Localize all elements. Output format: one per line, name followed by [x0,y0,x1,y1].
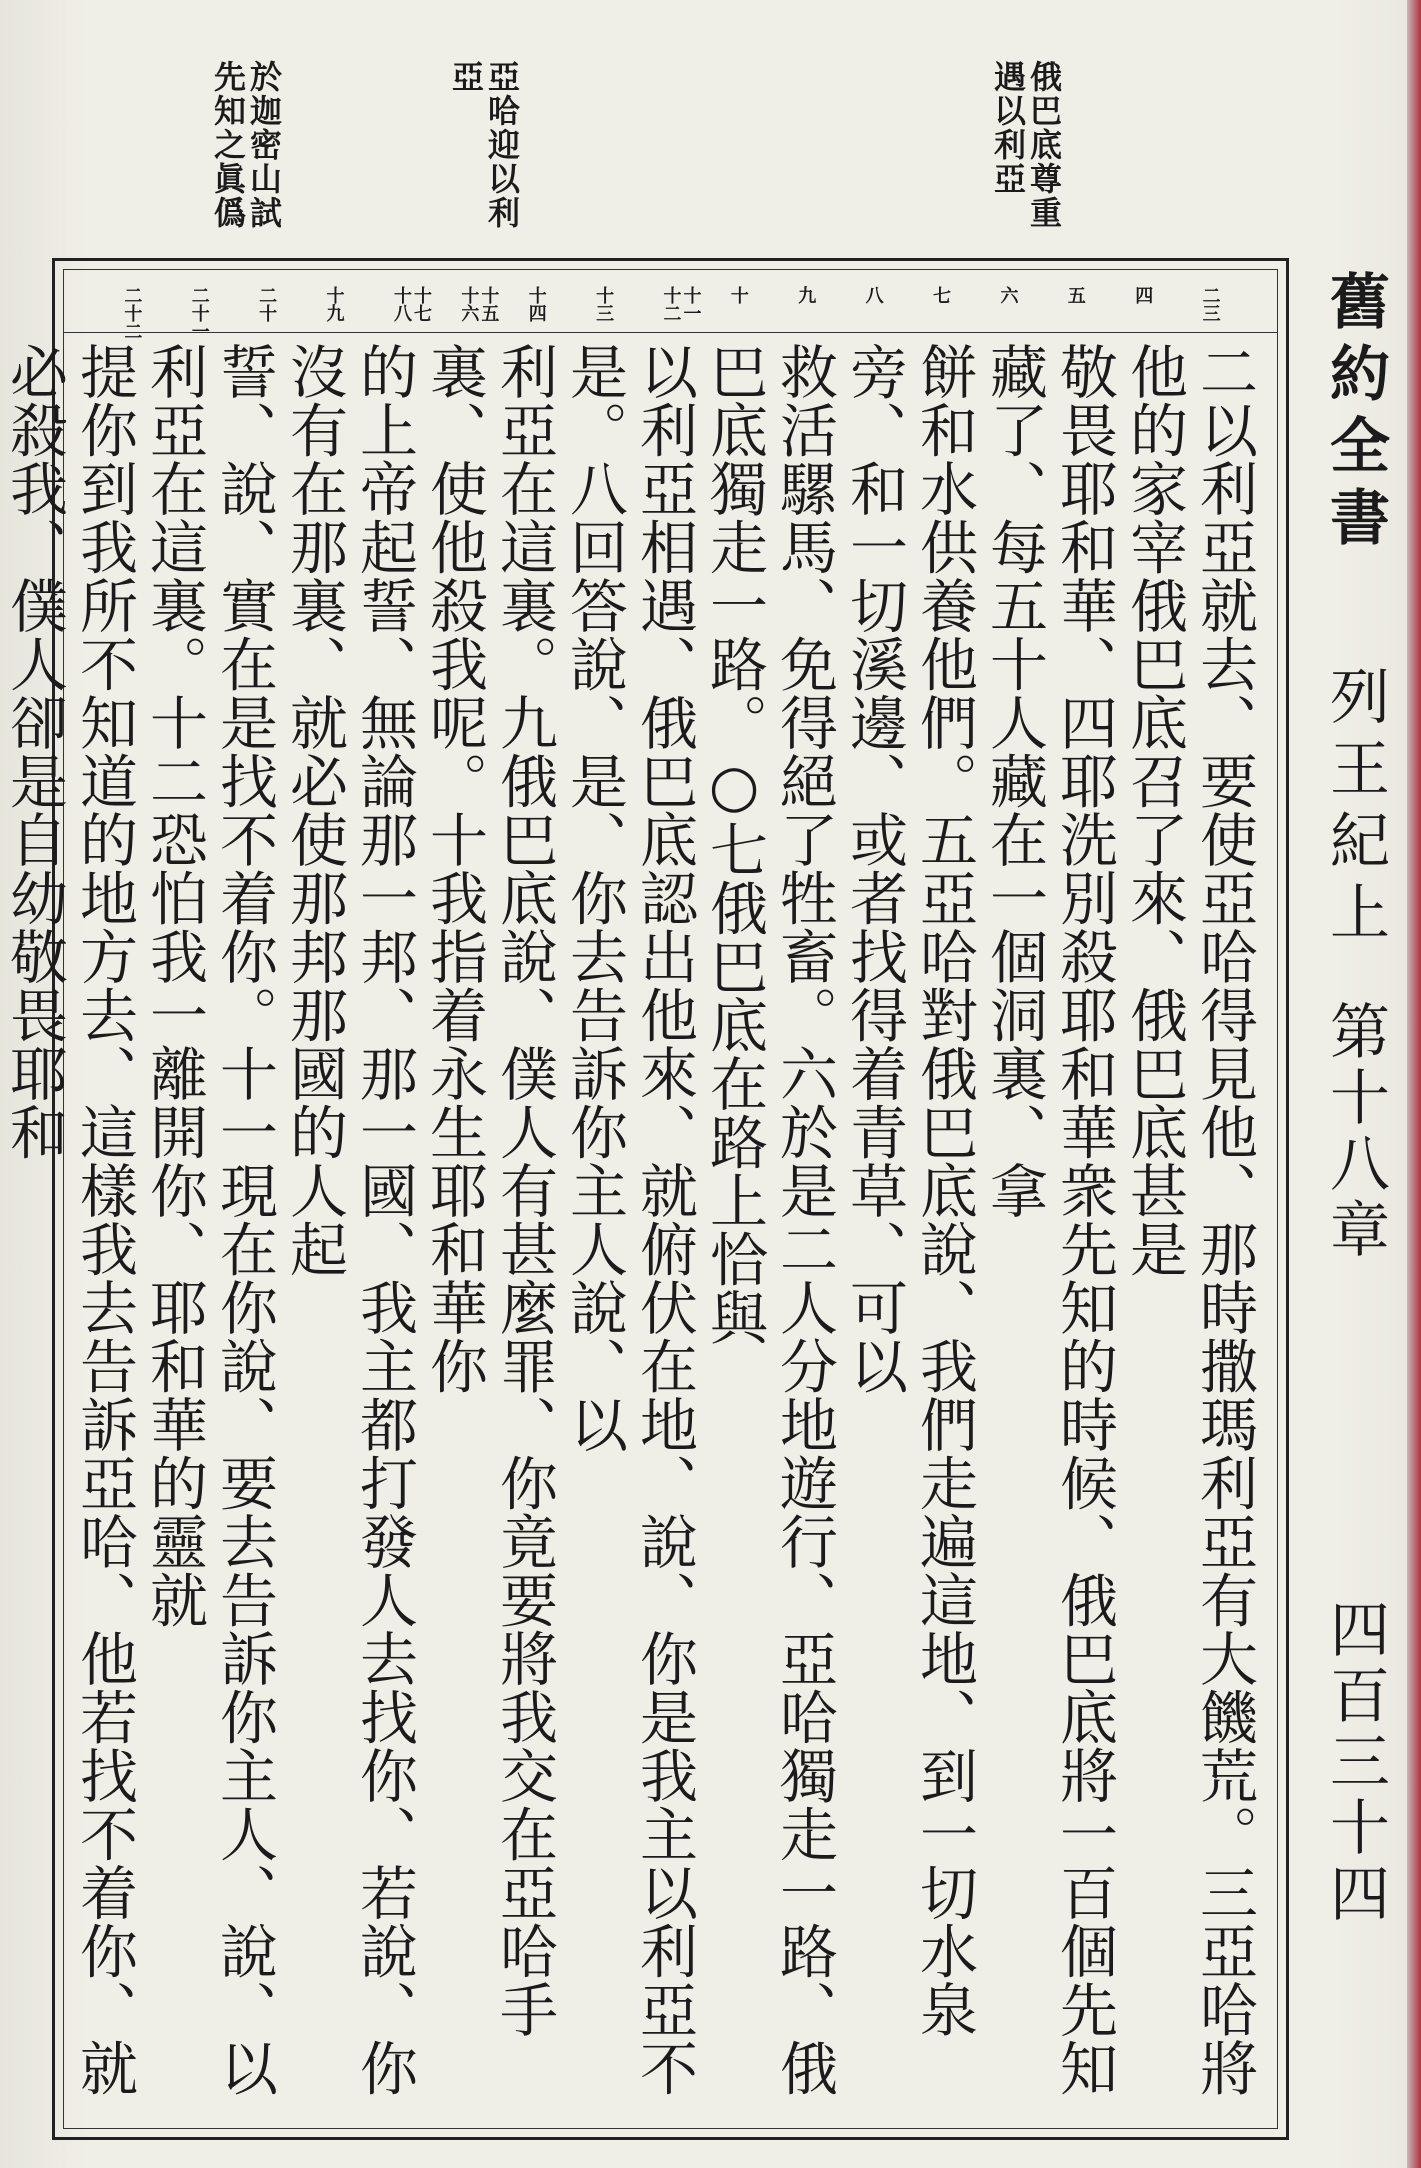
verse-number: 十四 [525,286,547,322]
text-column: 二以利亞就去、要使亞哈得見他、那時撒瑪利亞有大饑荒。三亞哈將他的家宰俄巴底召了來、俄巴底甚是 [1120,342,1258,2097]
header-note-1: 俄巴底尊重 遇以利亞 [989,60,1063,230]
page-number: 四百三十四 [1320,1598,1390,1928]
verse-number: 六 [997,286,1019,304]
header-notes [190,60,1090,260]
text-column: 的上帝起誓、無論那一邦、那一國、我主都打發人去找你、若說、你沒有在那裏、就必使那邦那國的人起 [280,342,418,2097]
verse-number: 十一 十二 [660,286,702,322]
running-head [1298,270,1408,1970]
text-column: 誓、說、實在是找不着你。十一現在你說、要去告訴你主人、說、以利亞在這裏。十二恐怕我一離開你、耶和華的靈就 [140,342,278,2097]
verse-number: 二十一 [188,286,210,340]
text-column: 提你到我所不知道的地方去、這樣我去告訴亞哈、他若找不着你、就必殺我、僕人卻是自幼敬畏耶和 [0,342,138,2097]
book-title: 舊約全書 [1320,270,1390,558]
verse-number: 二十二 [121,286,143,340]
verse-number: 十三 [593,286,615,322]
verse-number-bar [64,270,1277,340]
text-column: 利亞在這裏。九俄巴底說、僕人有甚麼罪、你竟要將我交在亞哈手裏、使他殺我呢。十我指着永生耶和華你 [420,342,558,2039]
text-frame [0,258,1289,2140]
verse-number: 十九 [323,286,345,322]
verse-number: 二三 [1199,286,1221,322]
verse-number: 五 [1064,286,1086,304]
text-column: 敬畏耶和華、四耶洗別殺耶和華衆先知的時候、俄巴底將一百個先知藏了、每五十人藏在一個洞裏、拿 [980,342,1118,2097]
verse-number: 十五 十六 [458,286,500,322]
header-note-3: 於迦密山試 先知之眞僞 [209,60,283,230]
verse-number: 八 [862,286,884,304]
text-frame-inner [0,269,1278,2129]
verse-number: 十 [727,286,749,304]
verse-number: 七 [930,286,952,304]
scripture-body [0,342,1259,2114]
section-title: 列王紀上 [1320,665,1390,953]
verse-number: 四 [1132,286,1154,304]
chapter-title: 第十八章 [1320,1000,1390,1264]
verse-number: 十七 十八 [390,286,432,322]
verse-number: 九 [795,286,817,304]
page-edge [1407,0,1421,2168]
text-column: 以利亞相遇、俄巴底認出他來、就俯伏在地、說、你是我主以利亞不是。八回答說、是、你去告訴你主人說、以 [560,342,698,2097]
text-column: 餅和水供養他們。五亞哈對俄巴底說、我們走遍這地、到一切水泉旁、和一切溪邊、或者找得着青草、可以 [840,342,978,2039]
verse-number: 二十 [256,286,278,322]
header-note-2: 亞哈迎以利 亞 [447,60,521,230]
text-column: 救活騾馬、免得絕了牲畜。六於是二人分地遊行、亞哈獨走一路、俄巴底獨走一路。○七俄巴底在路上恰與 [700,342,838,2097]
